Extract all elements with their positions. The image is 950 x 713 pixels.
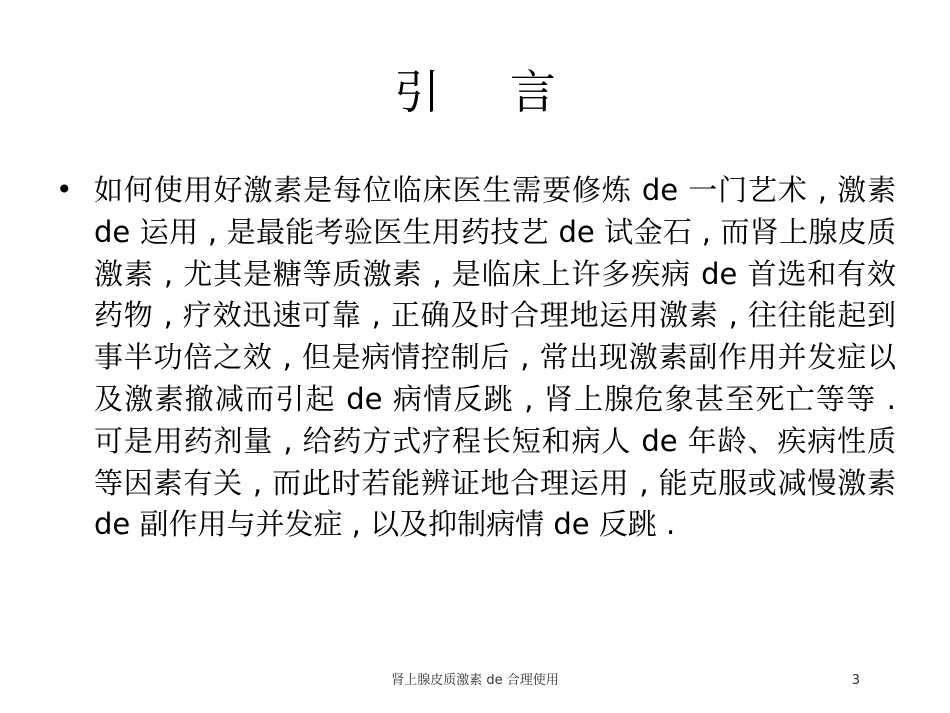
bullet-list: [56, 170, 896, 546]
bullet-text: 如何使用好激素是每位临床医生需要修炼 de 一门艺术 , 激素 de 运用 , 是最能考验医生用药技艺 de 试金石 , 而肾上腺皮质激素 , 尤其是糖等质激素 , 是临床上许多疾病 de 首选和有效药物 , 疗效迅速可靠 , 正确及时合理地运用激素 , 往往能起到事半功倍之效 , 但是病情控制后 , 常出现激素副作用并发症以及激素撤减而引起 de 病情反跳 , 肾上腺危象甚至死亡等等 . 可是用药剂量 , 给药方式疗程长短和病人 de 年龄、疾病性质等因素有关 , 而此时若能辨证地合理运用 , 能克服或减慢激素 de 副作用与并发症 , 以及抑制病情 de 反跳 .: [94, 173, 896, 542]
footer-caption: 肾上腺皮质激素 de 合理使用: [391, 673, 559, 688]
list-item: [56, 170, 896, 546]
slide-title: 引 言: [394, 65, 584, 119]
page-number: 3: [851, 673, 860, 688]
bullet-icon: •: [56, 173, 73, 206]
